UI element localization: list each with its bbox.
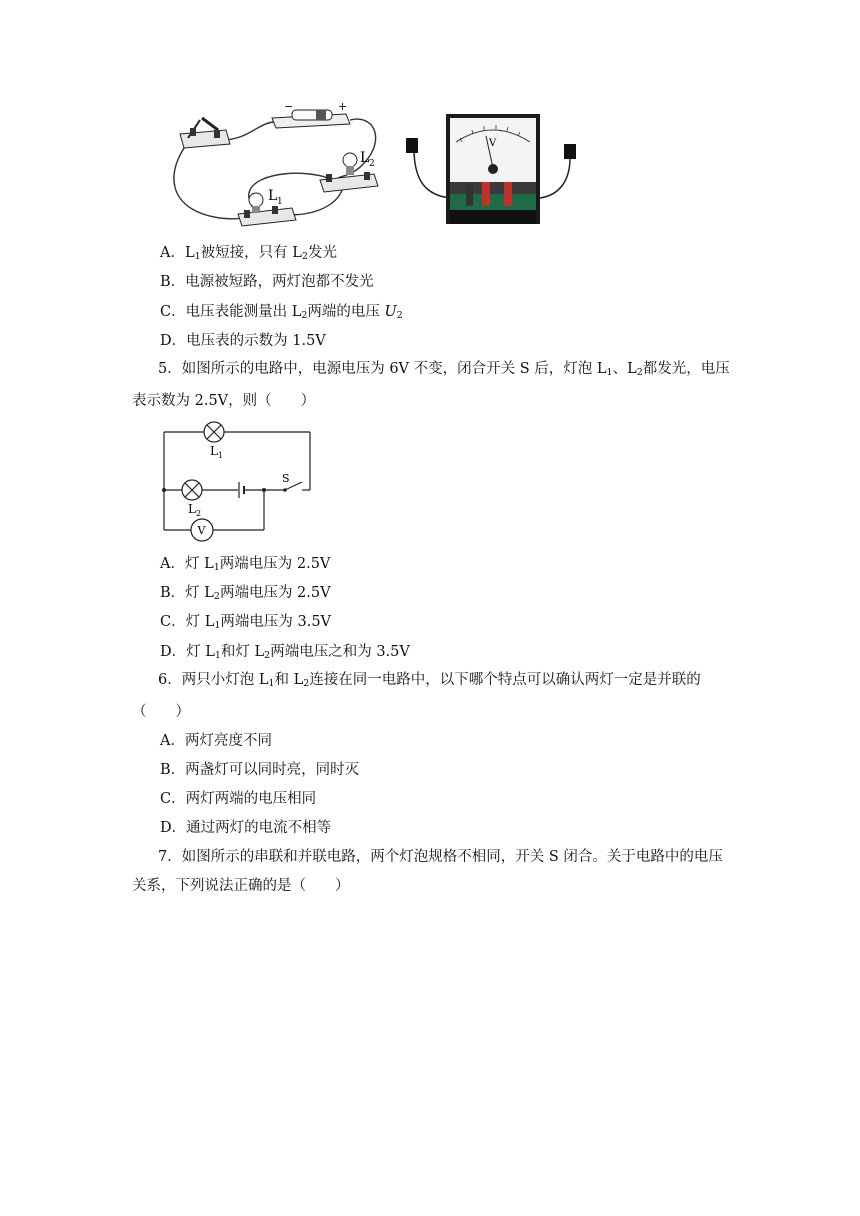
schematic-l2-label: L — [188, 502, 196, 516]
lamp-l2-label: L — [360, 150, 370, 166]
q6-option-c: C．两灯两端的电压相同 — [160, 791, 317, 807]
q4-option-c: C．电压表能测量出 $L_2$两端的电压 $U_2$ — [160, 304, 403, 321]
schematic-lamp-l1 — [204, 422, 224, 442]
lamp-l1 — [238, 188, 296, 226]
knife-switch — [180, 118, 230, 148]
q5-option-d: D．灯 $L_1$和灯 $L_2$两端电压之和为 3.5V — [160, 644, 410, 661]
schematic-l1-label: L — [210, 444, 218, 458]
battery-plus: + — [338, 100, 348, 113]
q5-option-b: B．灯 $L_2$两端电压为 2.5V — [160, 585, 331, 602]
voltmeter — [406, 114, 576, 224]
q7-stem: 7．如图所示的串联和并联电路，两个灯泡规格不相同，开关 S 闭合。关于电路中的电压关系，下列说法正确的是（ ） — [132, 849, 723, 894]
junction-dot — [262, 488, 266, 492]
schematic-l1-sub: 1 — [218, 451, 224, 460]
q6-option-a: A．两灯亮度不同 — [160, 733, 272, 749]
junction-dot — [162, 488, 166, 492]
q4-circuit-figure — [160, 100, 580, 230]
q5-option-c: C．灯 $L_1$两端电压为 3.5V — [160, 614, 332, 631]
schematic-lamp-l2 — [182, 480, 202, 500]
lamp-l1-sub: 1 — [277, 197, 283, 207]
lamp-l1-label: L — [268, 188, 278, 204]
q5-circuit-diagram — [150, 420, 320, 546]
schematic-battery — [239, 482, 244, 498]
q4-option-b: B．电源被短路，两灯泡都不发光 — [160, 274, 374, 290]
schematic-switch-label: S — [282, 472, 290, 485]
voltmeter-symbol: V — [489, 138, 497, 149]
schematic-l2-sub: 2 — [196, 509, 202, 518]
battery-minus: − — [284, 100, 294, 113]
q4-option-a: A．$L_1$被短接，只有 $L_2$发光 — [160, 245, 337, 262]
q6-option-b: B．两盏灯可以同时亮，同时灭 — [160, 762, 360, 778]
switch-pivot — [283, 488, 287, 492]
battery — [272, 100, 350, 128]
q5-option-a: A．灯 $L_1$两端电压为 2.5V — [160, 556, 331, 573]
q6-option-d: D．通过两灯的电流不相等 — [160, 820, 332, 836]
q6-stem: 6．两只小灯泡 $L_1$和 $L_2$连接在同一电路中，以下哪个特点可以确认两灯一定是并联的（ ） — [132, 672, 701, 720]
q4-option-d: D．电压表的示数为 1.5V — [160, 333, 326, 349]
lamp-l2-sub: 2 — [369, 159, 375, 169]
q5-stem: 5．如图所示的电路中，电源电压为 6V 不变，闭合开关 S 后，灯泡 $L_1$、$L_2$都发光，电压表示数为 2.5V，则（ ） — [132, 361, 730, 409]
schematic-voltmeter-label: V — [197, 524, 206, 537]
